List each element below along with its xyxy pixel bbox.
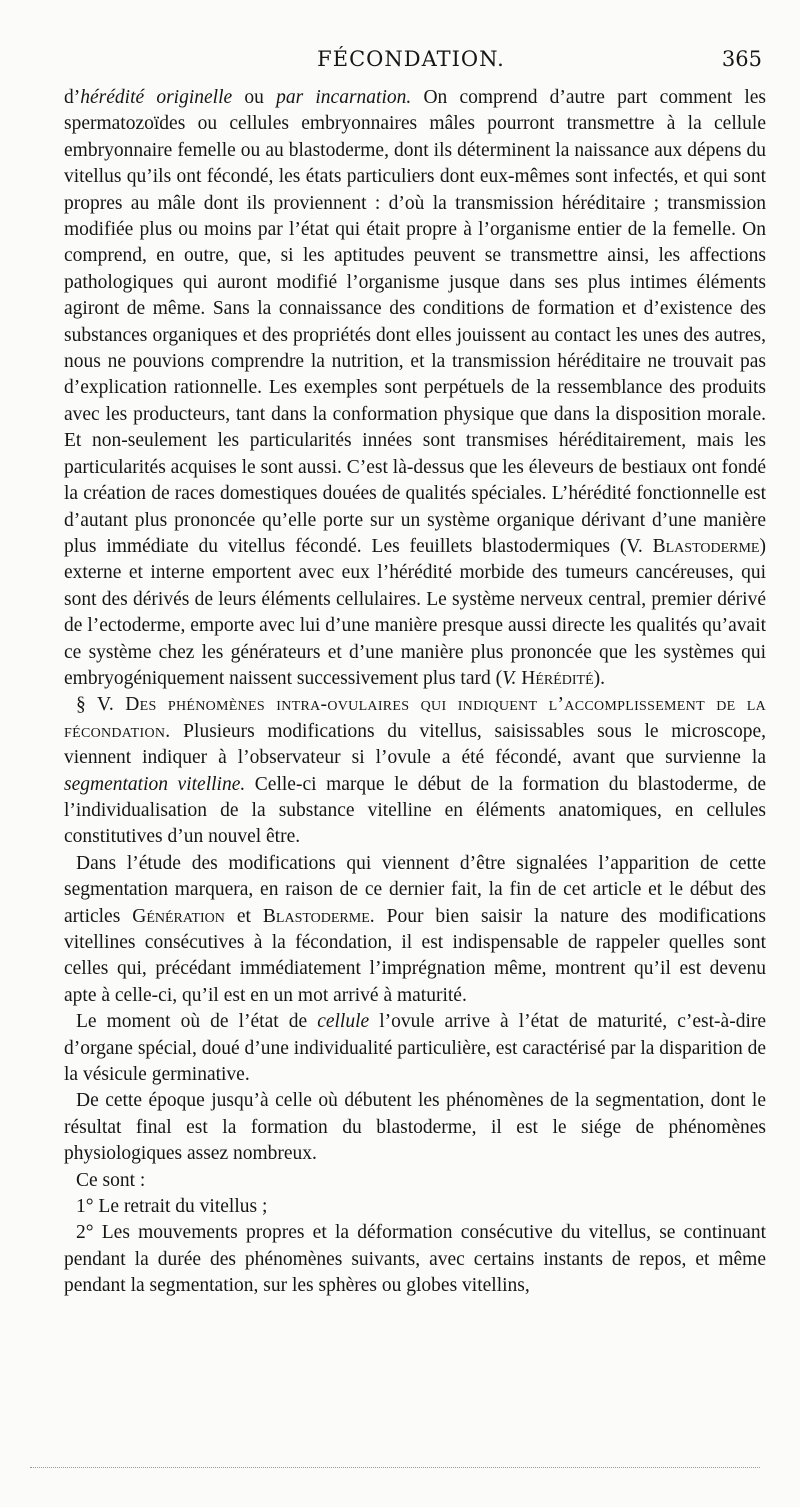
text-run: l’ovule arrive à l’état de maturité, c’est-à-dire d’organe spécial, doué d’une individualité particulière, est caractérisé par la disparition de la vésicule germinative. [64,1011,767,1086]
running-title: FÉCONDATION. [317,47,505,71]
italic-run: par incarnation. [276,87,412,108]
text-run: d’ [64,87,81,108]
section-heading: § V. Des phénomènes intra-ovulaires qui indiquent l’accomplissement de la fécondation. [64,694,766,742]
running-header [60,47,762,77]
text-run: ). [593,667,606,689]
cross-reference: Hérédité [521,667,594,689]
paragraph-epoque: De cette époque jusqu’à celle où débutent les phénomènes de la segmentation, dont le résultat final est la formation du blastoderme, il est le siége de phénomènes physiologiques assez nombreux. [64,1090,766,1165]
list-item-2: 2° Les mouvements propres et la déformation consécutive du vitellus, se continuant pendant la durée des phénomènes suivants, avec certains instants de repos, et même pendant la segmentation, sur les sphères ou globes vitellins, [64,1222,766,1297]
italic-run: cellule [317,1011,370,1033]
text-run: ) externe et interne emportent avec eux l’hérédité morbide des tumeurs cancéreuses, qui sont des dérivés de leurs éléments cellulaires. Le système nerveux central, premier dérivé de l’ectoderme, emporte avec lui d’une manière presque aussi directe les qualités qu’avait ce système chez les générateurs et d’une manière plus prononcée que les systèmes qui embryogéniquement naissent successivement plus tard ( [64,535,766,689]
text-run: . Pour bien saisir la nature des modifications vitellines consécutives à la fécondation, il est indispensable de rappeler quelles sont celles qui, précédant immédiatement l’imprégnation même, montrent qu’il est devenu apte à celle-ci, qu’il est en un mot arrivé à maturité. [64,905,766,1006]
text-run: Plusieurs modifications du vitellus, saisissables sous le microscope, viennent indiquer à l’observateur si l’ovule a été fécondé, avant que survienne la [64,720,766,769]
scan-edge-divider [30,1467,760,1468]
italic-run: segmentation vitelline. [64,773,246,795]
text-run: Celle-ci marque le début de la formation du blastoderme, de l’individualisation de la substance vitelline en éléments anatomiques, en cellules constitutives d’un nouvel être. [64,773,766,848]
cross-reference: Blastoderme [652,535,760,557]
text-run: ou [232,87,277,108]
italic-run: hérédité originelle [80,87,233,108]
cross-reference: Génération [132,905,225,927]
text-run: et [224,905,263,927]
page-number: 365 [721,47,762,71]
paragraph-ce-sont: Ce sont : [76,1169,146,1191]
text-run: Dans l’étude des modifications qui viennent d’être signalées l’apparition de cette segmentation marquera, en raison de ce dernier fait, la fin de cet article et le début des articles [64,852,766,927]
list-item-1: 1° Le retrait du vitellus ; [76,1196,268,1218]
paragraph-heredite [64,85,766,692]
italic-run: V. [502,667,517,689]
text-run: Le moment où de l’état de [76,1011,318,1033]
cross-reference: Blastoderme [262,905,370,927]
paragraph-maturite [64,1009,766,1088]
paragraph-segmentation [64,851,766,1009]
body-text [64,85,766,1300]
text-run: On comprend d’autre part comment les spermatozoïdes ou cellules embryonnaires mâles pourront transmettre à la cellule embryonnaire femelle ou au blastoderme, dont ils déterminent la naissance aux dépens du vitellus qu’ils ont fécondé, les états particuliers dont eux-mêmes sont infectés, et qui sont propres au mâle dont ils proviennent : d’où la transmission héréditaire ; transmission modifiée plus ou moins par l’état qui était propre à l’organisme entier de la femelle. On comprend, en outre, que, si les aptitudes peuvent se transmettre ainsi, les affections pathologiques qui auront modifié l’organisme jusque dans ses plus intimes éléments agiront de même. Sans la connaissance des conditions de formation et d’existence des substances organiques et des propriétés dont elles jouissent au contact les unes des autres, nous ne pouvions comprendre la nutrition, et la transmission héréditaire ne trouvait pas d’explication rationnelle. Les exemples sont perpétuels de la ressemblance des produits avec les producteurs, tant dans la conformation physique que dans la disposition morale. Et non-seulement les particularités innées sont transmises héréditairement, mais les particularités acquises le sont aussi. C’est là-dessus que les éleveurs de bestiaux ont fondé la création de races domestiques douées de qualités spéciales. L’hérédité fonctionnelle est d’autant plus prononcée qu’elle porte sur un système organique dérivant d’une manière plus immédiate du vitellus fécondé. Les feuillets blastodermiques (V. [64,87,767,557]
paragraph-section-v [64,692,766,850]
